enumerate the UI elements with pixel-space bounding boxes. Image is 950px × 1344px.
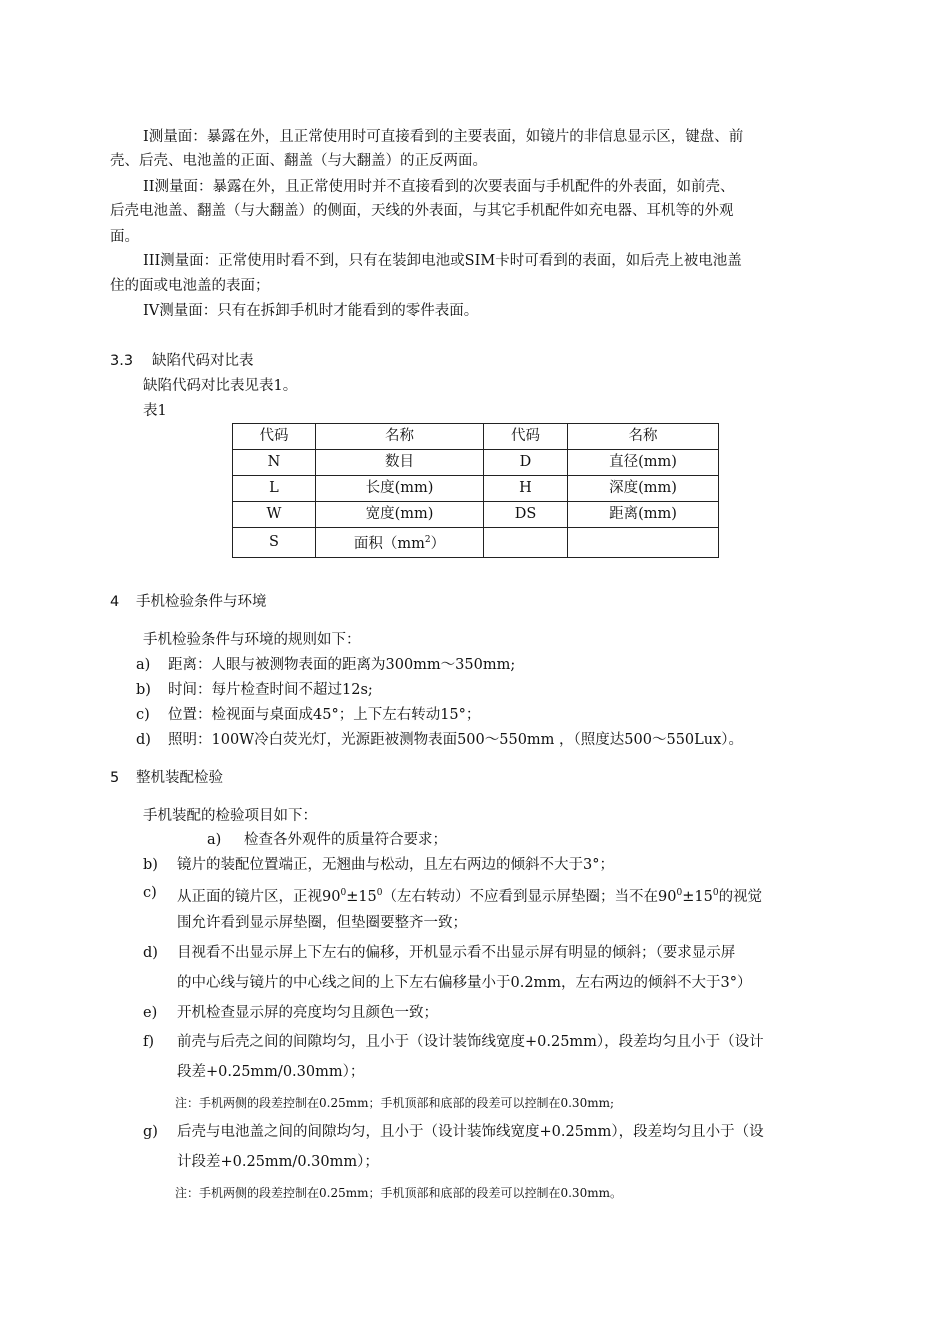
item-label: d) <box>136 732 151 748</box>
inspection-item-f-line-2: 段差+0.25mm/0.30mm）； <box>177 1064 365 1080</box>
table-cell <box>484 528 568 558</box>
inspection-item-g-line-1: 后壳与电池盖之间的间隙均匀，且小于（设计装饰线宽度+0.25mm），段差均匀且小于（设 <box>177 1124 764 1140</box>
section-4-intro: 手机检验条件与环境的规则如下： <box>143 632 361 648</box>
section-4-title: 手机检验条件与环境 <box>136 594 267 610</box>
surface-3-line-2: 住的面或电池盖的表面； <box>110 278 270 294</box>
item-c-mid2: （左右转动）不应看到显示屏垫圈；当不在90 <box>382 888 677 905</box>
table-cell: N <box>233 450 316 476</box>
condition-distance: 距离：人眼与被测物表面的距离为300mm～350mm; <box>168 657 516 673</box>
section-5-intro: 手机装配的检验项目如下： <box>143 808 317 824</box>
section-5-number: 5 <box>110 770 120 786</box>
table-row <box>233 450 719 476</box>
section-3-3-title: 缺陷代码对比表 <box>152 353 254 369</box>
table-cell: L <box>233 476 316 502</box>
section-3-3-number: 3.3 <box>110 353 134 369</box>
item-label: d) <box>143 945 158 961</box>
table-cell: 长度(mm) <box>316 476 484 502</box>
table-row <box>233 528 719 558</box>
inspection-item-f-note: 注：手机两侧的段差控制在0.25mm；手机顶部和底部的段差可以控制在0.30mm; <box>175 1096 614 1110</box>
table-cell: D <box>484 450 568 476</box>
surface-3-line-1: III测量面：正常使用时看不到，只有在装卸电池或SIM卡时可看到的表面，如后壳上被电池盖 <box>143 253 742 269</box>
item-label: e) <box>143 1005 158 1021</box>
item-label: b) <box>136 682 151 698</box>
surface-2-line-2: 后壳电池盖、翻盖（与大翻盖）的侧面，天线的外表面，与其它手机配件如充电器、耳机等的外观 <box>110 203 734 219</box>
item-label: c) <box>136 707 150 723</box>
inspection-item-e: 开机检查显示屏的亮度均匀且颜色一致； <box>177 1005 438 1021</box>
surface-1-line-1: I测量面：暴露在外，且正常使用时可直接看到的主要表面，如镜片的非信息显示区，键盘、前 <box>143 129 744 145</box>
degree-sup: 0 <box>712 888 719 898</box>
table-row <box>233 476 719 502</box>
degree-sup: 0 <box>676 888 683 898</box>
table-cell: 数目 <box>316 450 484 476</box>
item-c-pre: 从正面的镜片区，正视90 <box>177 888 341 905</box>
section-3-3-intro: 缺陷代码对比表见表1。 <box>143 378 298 394</box>
table-cell: S <box>233 528 316 558</box>
surface-4-line-1: IV测量面：只有在拆卸手机时才能看到的零件表面。 <box>143 303 479 319</box>
inspection-item-g-line-2: 计段差+0.25mm/0.30mm）； <box>177 1154 379 1170</box>
table-cell <box>316 528 484 558</box>
table-cell: 深度(mm) <box>568 476 719 502</box>
surface-1-line-2: 壳、后壳、电池盖的正面、翻盖（与大翻盖）的正反两面。 <box>110 153 487 169</box>
table-cell: W <box>233 502 316 528</box>
table-row <box>233 502 719 528</box>
inspection-item-f-line-1: 前壳与后壳之间的间隙均匀，且小于（设计装饰线宽度+0.25mm），段差均匀且小于（设计 <box>177 1034 764 1050</box>
condition-position: 位置：检视面与桌面成45°；上下左右转动15°； <box>168 707 481 723</box>
inspection-item-d-line-2: 的中心线与镜片的中心线之间的上下左右偏移量小于0.2mm，左右两边的倾斜不大于3°） <box>177 975 752 991</box>
item-label: b) <box>143 857 158 873</box>
table-cell: H <box>484 476 568 502</box>
item-label: a) <box>207 832 222 848</box>
table-cell: 宽度(mm) <box>316 502 484 528</box>
item-c-mid: ±15 <box>346 888 377 905</box>
section-4-number: 4 <box>110 594 120 610</box>
table-cell: 直径(mm) <box>568 450 719 476</box>
surface-2-line-3: 面。 <box>110 229 139 245</box>
table-caption: 表1 <box>143 403 167 419</box>
section-5-title: 整机装配检验 <box>136 770 223 786</box>
area-close: ） <box>430 535 446 552</box>
table-header-row <box>233 424 719 450</box>
item-label: g) <box>143 1124 158 1140</box>
inspection-item-d-line-1: 目视看不出显示屏上下左右的偏移，开机显示看不出显示屏有明显的倾斜；（要求显示屏 <box>177 945 736 961</box>
inspection-item-a: 检查各外观件的质量符合要求； <box>244 832 447 848</box>
degree-sup: 0 <box>376 888 383 898</box>
inspection-item-c-line-2: 围允许看到显示屏垫圈，但垫圈要整齐一致； <box>177 915 467 931</box>
header-cell: 名称 <box>316 424 484 450</box>
area-unit-sup: 2 <box>424 535 431 545</box>
item-label: f) <box>143 1034 155 1050</box>
item-label: a) <box>136 657 151 673</box>
condition-time: 时间：每片检查时间不超过12s; <box>168 682 373 698</box>
defect-code-table <box>232 423 719 558</box>
header-cell: 名称 <box>568 424 719 450</box>
header-cell: 代码 <box>484 424 568 450</box>
item-c-post: 的视觉 <box>718 888 763 905</box>
item-label: c) <box>143 885 157 901</box>
inspection-item-b: 镜片的装配位置端正，无翘曲与松动，且左右两边的倾斜不大于3°； <box>177 857 614 873</box>
table-cell <box>568 528 719 558</box>
degree-sup: 0 <box>340 888 347 898</box>
table-cell: 距离(mm) <box>568 502 719 528</box>
inspection-item-g-note: 注：手机两侧的段差控制在0.25mm；手机顶部和底部的段差可以控制在0.30mm。 <box>175 1186 622 1200</box>
surface-2-line-1: II测量面：暴露在外，且正常使用时并不直接看到的次要表面与手机配件的外表面，如前壳、 <box>143 179 735 195</box>
condition-lighting: 照明：100W冷白荧光灯，光源距被测物表面500～550mm ，（照度达500～550Lux）。 <box>168 732 744 748</box>
area-label: 面积（mm <box>353 535 425 552</box>
table-cell: DS <box>484 502 568 528</box>
inspection-item-c-line-1 <box>177 882 762 908</box>
item-c-mid3: ±15 <box>682 888 713 905</box>
header-cell: 代码 <box>233 424 316 450</box>
